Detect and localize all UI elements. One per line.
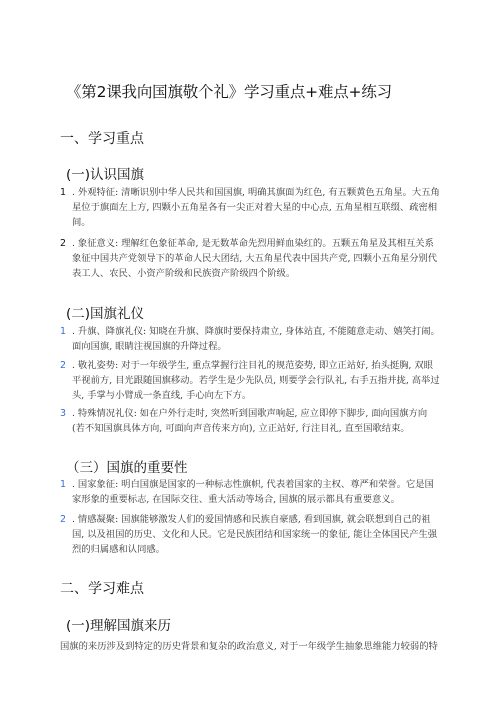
- list-item-text: . 外观特征: 清晰识别中华人民共和国国旗, 明确其旗面为红色, 有五颗黄色五角星。大五角星位于旗面左上方, 四颗小五角星各有一尖正对着大星的中心点, 五角星相互联缀、疏密相间。: [72, 187, 440, 228]
- list-item-text: . 升旗、降旗礼仪: 知晓在升旗、降旗时要保持肃立, 身体站直, 不能随意走动、嬉笑打闹。面向国旗, 眼睛注视国旗的升降过程。: [72, 326, 440, 352]
- list-item-text: . 敬礼姿势: 对于一年级学生, 重点掌握行注目礼的规范姿势, 即立正站好, 抬头挺胸, 双眼平视前方, 目光跟随国旗移动。若学生是少先队员, 则要学会行队礼, 右手五指并拢, 高举过头, 手掌与小臂成一条直线, 手心向左下方。: [72, 360, 440, 401]
- list-item-text: . 特殊情况礼仪: 如在户外行走时, 突然听到国歌声响起, 应立即停下脚步, 面向国旗方向(若不知国旗具体方向, 可面向声音传来方向), 立正站好, 行注目礼, 直至国歌结束。: [72, 408, 428, 434]
- list-item: [60, 324, 440, 354]
- list-number: 2: [60, 514, 67, 525]
- list-item-text: . 情感凝聚: 国旗能够激发人们的爱国情感和民族自豪感, 看到国旗, 就会联想到自己的祖国, 以及祖国的历史、文化和人民。它是民族团结和国家统一的象征, 能让全体国民产生强烈的归属感和认同感。: [72, 514, 438, 555]
- list-item: [60, 512, 440, 557]
- list-number: 1: [60, 326, 67, 337]
- list-item: [60, 477, 440, 507]
- list-item: [60, 185, 440, 230]
- list-item: [60, 358, 440, 403]
- subsection-heading-flag-origin: (一)理解国旗来历: [66, 618, 172, 634]
- paragraph: 国旗的来历涉及到特定的历史背景和复杂的政治意义, 对于一年级学生抽象思维能力较弱的特: [60, 641, 438, 652]
- list-number: 1: [60, 479, 67, 490]
- subsection-heading-recognize-flag: (一)认识国旗: [66, 167, 145, 183]
- list-item-text: . 象征意义: 理解红色象征革命, 是无数革命先烈用鲜血染红的。五颗五角星及其相互关系象征中国共产党领导下的革命人民大团结, 大五角星代表中国共产党, 四颗小五角星分别代表工人、农民、小资产阶级和民族资产阶级四个阶级。: [72, 238, 438, 279]
- list-number: 3: [60, 408, 67, 419]
- list-number: 1: [60, 187, 67, 198]
- list-item: [60, 406, 440, 436]
- list-number: 2: [60, 238, 67, 249]
- section-heading-difficulties: 二、学习难点: [60, 581, 144, 597]
- list-item: [60, 236, 440, 281]
- list-number: 2: [60, 360, 67, 371]
- list-item-text: . 国家象征: 明白国旗是国家的一种标志性旗帜, 代表着国家的主权、尊严和荣誉。它是国家形象的重要标志, 在国际交往、重大活动等场合, 国旗的展示都具有重要意义。: [72, 479, 434, 505]
- subsection-heading-flag-etiquette: (二)国旗礼仪: [66, 306, 145, 322]
- subsection-heading-flag-importance: （三）国旗的重要性: [66, 460, 188, 476]
- section-heading-key-points: 一、学习重点: [60, 131, 144, 147]
- document-title: 《第2课我向国旗敬个礼》学习重点+难点+练习: [66, 83, 392, 101]
